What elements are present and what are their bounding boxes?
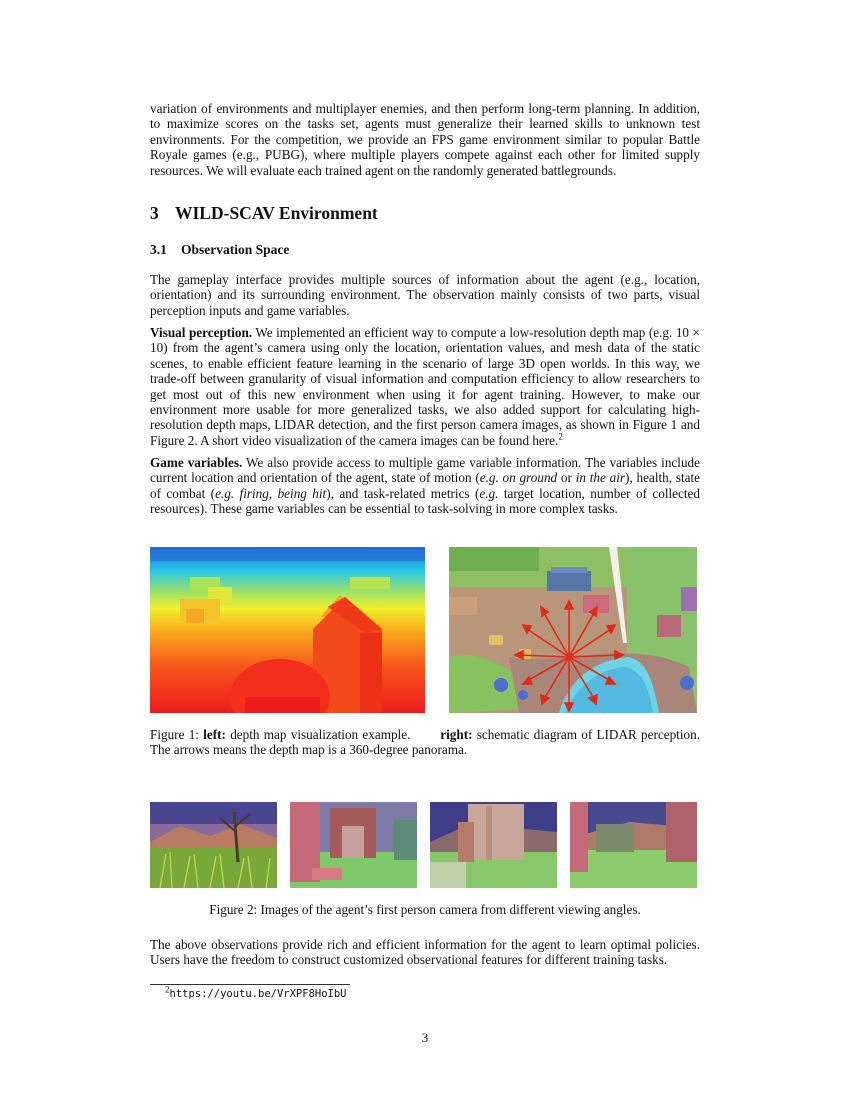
game-variables-paragraph [150,455,700,517]
gv-text-5: ), and task-related metrics ( [326,485,480,501]
subsection-heading [150,242,289,258]
gv-italic-1: e.g. on ground [479,470,558,486]
visual-perception-paragraph [150,325,700,448]
game-variables-lead: Game variables. [150,455,243,470]
figure-2 [150,802,700,888]
footnote-rule [150,984,350,985]
figure-1-left-lead: left: [203,727,226,742]
footnote-mark: 2 [165,984,170,995]
observation-paragraph: The gameplay interface provides multiple sources of information about the agent (e.g., location, orientation) and its surrounding environment. The observation mainly consists of two parts, visual perception inputs and game variables. [150,272,700,318]
figure-1 [150,547,700,713]
footnote-url[interactable]: https://youtu.be/VrXPF8HoIbU [169,988,347,1000]
depth-map-image [150,547,425,713]
fp-camera-image-1 [150,802,277,888]
figure-1-right-text: schematic diagram of LIDAR perception. The arrows means the depth map is a 360-degree panorama. [150,727,700,758]
figure-1-label: Figure 1: [150,727,204,742]
figure-1-right-lead: right: [440,727,473,742]
visual-perception-lead: Visual perception. [150,325,253,340]
section-heading [150,203,378,224]
subsection-title: Observation Space [181,242,290,257]
fp-camera-image-2 [290,802,417,888]
fp-camera-image-3 [430,802,557,888]
paper-page [150,0,700,1100]
visual-perception-text: We implemented an efficient way to compute a low-resolution depth map (e.g. 10 × 10) from the agent’s camera using only the location, orientation values, and mesh data of the static scenes, to enable efficient feature learning in the scenario of large 3D open worlds. In this way, we trade-off between granularity of visual information and computation efficiency to allow researchers to get most out of this new environment when using it for agent training. However, to make our environment more usable for more generalized tasks, we also added support for calculating high-resolution depth maps, LIDAR detection, and the first person camera images, as shown in Figure 1 and Figure 2. A short video visualization of the camera images can be found here. [150,325,700,448]
section-title: WILD-SCAV Environment [175,203,378,223]
closing-paragraph: The above observations provide rich and efficient information for the agent to learn optimal policies. Users have the freedom to construct customized observational features for different training tasks. [150,937,700,968]
gv-text-1: We also provide access to multiple game variable information. The variables include current location and orientation of the agent, state of motion ( [150,455,700,486]
fp-camera-image-4 [570,802,697,888]
page-number: 3 [421,1030,429,1045]
gv-text-3: ), health, state of combat ( [150,470,700,501]
figure-2-caption: Figure 2: Images of the agent’s first person camera from different viewing angles. [209,902,641,917]
gv-text-4: , [268,485,278,501]
gv-italic-2: in the air [575,470,626,486]
footnote [165,984,347,1000]
footnote-ref[interactable]: 2 [558,431,563,442]
intro-paragraph: variation of environments and multiplayer enemies, and then perform long-term planning. In addition, to maximize scores on the tasks set, agents must generalize their learned skills to unknown test environments. For the competition, we provide an FPS game environment similar to popular Battle Royale games (e.g., PUBG), where multiple players compete against each other for limited supply resources. We will evaluate each trained agent on the randomly generated battlegrounds. [150,101,700,178]
gv-text-6: target location, number of collected resources). These game variables can be essential to task-solving in more complex tasks. [150,485,700,517]
gv-italic-5: e.g. [479,485,499,501]
subsection-number: 3.1 [150,242,167,257]
figure-1-caption [150,727,700,758]
figure-1-left-text: depth map visualization example. [225,727,411,742]
gv-italic-4: being hit [277,485,327,501]
lidar-diagram-image [449,547,697,713]
section-number: 3 [150,203,159,223]
gv-text-2: or [557,470,576,486]
gv-italic-3: e.g. firing [215,485,269,501]
